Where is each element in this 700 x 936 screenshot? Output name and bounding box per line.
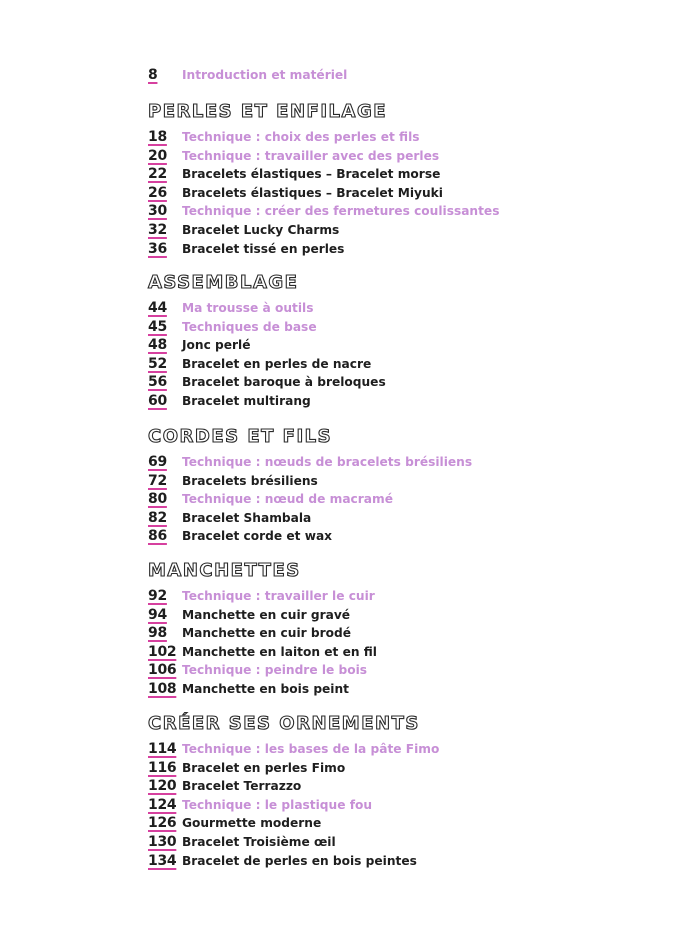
page-number: 116 (148, 759, 177, 776)
entry-title: Gourmette moderne (182, 816, 322, 831)
entry-title: Technique : choix des perles et fils (182, 130, 420, 144)
toc-entry[interactable] (148, 337, 386, 356)
page-number: 69 (148, 454, 167, 470)
page-number: 26 (148, 184, 167, 201)
entry-title: Technique : le plastique fou (182, 797, 373, 812)
toc-entry[interactable] (148, 222, 499, 241)
entry-title: Bracelet en perles de nacre (182, 356, 372, 371)
page-number: 56 (148, 374, 167, 391)
toc-entry[interactable] (148, 148, 499, 167)
entry-title: Bracelets élastiques – Bracelet morse (182, 167, 441, 182)
page-number: 52 (148, 355, 167, 372)
toc-entry[interactable] (148, 319, 386, 338)
section-heading: CRÉER SES ORNEMENTS (148, 713, 420, 734)
page-number: 30 (148, 203, 167, 220)
page-number: 130 (148, 833, 177, 850)
page-number: 106 (148, 662, 177, 679)
page-number: 18 (148, 129, 167, 145)
entry-title: Technique : nœuds de bracelets brésiliens (182, 455, 473, 469)
section-cordes-et-fils (148, 425, 472, 547)
page-number: 94 (148, 606, 167, 623)
page-number: 86 (148, 528, 167, 545)
toc-entry[interactable] (148, 374, 386, 393)
entry-title: Bracelet en perles Fimo (182, 760, 346, 775)
entry-title: Manchette en bois peint (182, 681, 349, 696)
entry-title: Jonc perlé (182, 338, 251, 353)
page-number: 45 (148, 318, 167, 335)
entry-title: Bracelet baroque à breloques (182, 375, 386, 390)
entry-title: Ma trousse à outils (182, 301, 314, 315)
toc-entry[interactable] (148, 625, 377, 644)
entry-title: Manchette en cuir gravé (182, 607, 351, 622)
toc-entry[interactable] (148, 741, 439, 760)
entry-title: Manchette en laiton et en fil (182, 644, 377, 659)
toc-entry[interactable] (148, 853, 439, 872)
toc-entry[interactable] (148, 588, 377, 607)
section-perles-et-enfilage (148, 100, 499, 259)
page-number: 48 (148, 337, 167, 354)
toc-entry[interactable] (148, 185, 499, 204)
page-number: 82 (148, 509, 167, 526)
entry-title: Technique : les bases de la pâte Fimo (182, 742, 440, 756)
page-number: 72 (148, 472, 167, 489)
toc-entry[interactable] (148, 607, 377, 626)
toc-entry[interactable] (148, 241, 499, 260)
toc-entry-intro[interactable] (148, 67, 347, 86)
toc-entry[interactable] (148, 528, 472, 547)
page-number: 124 (148, 796, 177, 813)
page-number: 98 (148, 625, 167, 642)
page-number: 60 (148, 392, 167, 409)
toc-entry[interactable] (148, 203, 499, 222)
entry-title: Bracelet Lucky Charms (182, 222, 340, 237)
page-number: 126 (148, 815, 177, 832)
entry-title: Bracelet Terrazzo (182, 779, 302, 794)
page-number: 32 (148, 221, 167, 238)
toc-entry[interactable] (148, 491, 472, 510)
page-number: 134 (148, 852, 177, 869)
page-number: 22 (148, 166, 167, 183)
toc-entry[interactable] (148, 662, 377, 681)
page-number: 44 (148, 300, 167, 316)
section-heading: MANCHETTES (148, 560, 301, 581)
toc-entry[interactable] (148, 166, 499, 185)
toc-entry[interactable] (148, 644, 377, 663)
page-number: 92 (148, 588, 167, 604)
entry-title: Bracelets brésiliens (182, 473, 318, 488)
entry-title: Introduction et matériel (182, 68, 348, 82)
entry-title: Manchette en cuir brodé (182, 626, 351, 641)
entry-title: Bracelets élastiques – Bracelet Miyuki (182, 185, 443, 200)
entry-title: Bracelet Troisième œil (182, 834, 336, 849)
toc-entry[interactable] (148, 834, 439, 853)
toc-entry[interactable] (148, 129, 499, 148)
toc-entry[interactable] (148, 356, 386, 375)
section-heading: PERLES ET ENFILAGE (148, 101, 388, 122)
toc-entry[interactable] (148, 778, 439, 797)
toc-entry[interactable] (148, 815, 439, 834)
page-number: 114 (148, 741, 177, 757)
toc-entry[interactable] (148, 681, 377, 700)
page-number: 108 (148, 680, 177, 697)
section-creer-ses-ornements (148, 712, 439, 871)
section-heading: CORDES ET FILS (148, 426, 333, 447)
entry-title: Technique : travailler avec des perles (182, 148, 440, 163)
toc-entry[interactable] (148, 473, 472, 492)
entry-title: Techniques de base (182, 319, 317, 334)
toc-entry[interactable] (148, 454, 472, 473)
toc-entry[interactable] (148, 510, 472, 529)
page-number: 20 (148, 147, 167, 164)
entry-title: Bracelet de perles en bois peintes (182, 853, 417, 868)
entry-title: Technique : peindre le bois (182, 663, 368, 678)
section-assemblage (148, 271, 386, 412)
page-number: 36 (148, 240, 167, 257)
entry-title: Technique : nœud de macramé (182, 492, 393, 507)
toc-entry[interactable] (148, 393, 386, 412)
toc-entry[interactable] (148, 760, 439, 779)
page-number: 102 (148, 643, 177, 660)
entry-title: Bracelet corde et wax (182, 529, 333, 544)
toc-entry[interactable] (148, 797, 439, 816)
entry-title: Bracelet multirang (182, 393, 311, 408)
page-number: 80 (148, 491, 167, 508)
page-number: 8 (148, 67, 158, 83)
toc-entry[interactable] (148, 300, 386, 319)
page-number: 120 (148, 778, 177, 795)
entry-title: Technique : créer des fermetures coulissantes (182, 204, 500, 219)
section-heading: ASSEMBLAGE (148, 272, 299, 293)
entry-title: Bracelet tissé en perles (182, 241, 345, 256)
section-manchettes (148, 559, 377, 700)
entry-title: Technique : travailler le cuir (182, 589, 375, 603)
entry-title: Bracelet Shambala (182, 510, 312, 525)
